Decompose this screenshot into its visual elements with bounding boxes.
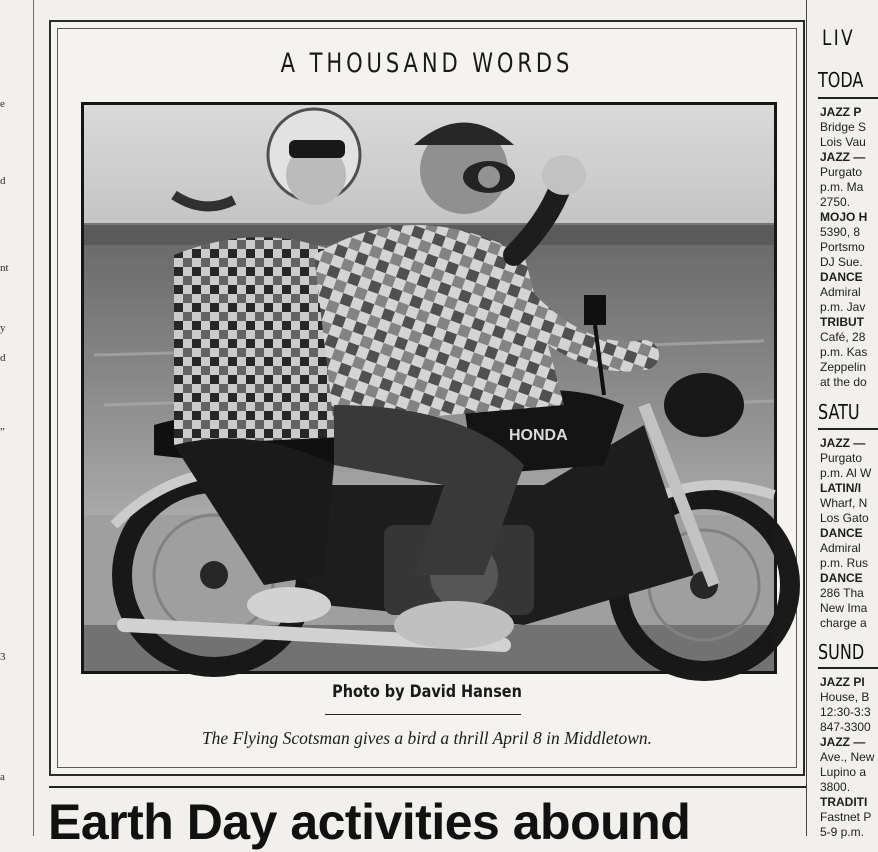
listing-line: Bridge S: [820, 120, 867, 134]
left-column-fragment: e: [0, 98, 5, 110]
listing-line: 5-9 p.m.: [820, 825, 865, 839]
listing-line: p.m. Al W: [820, 466, 872, 480]
listing-line: Los Gato: [820, 511, 869, 525]
listing-line: New Ima: [820, 601, 868, 615]
photo-caption: The Flying Scotsman gives a bird a thrill April 8 in Middletown.: [201, 728, 653, 748]
day-divider: [818, 97, 878, 99]
listing-line: Fastnet P: [820, 810, 872, 824]
listing-line: p.m. Jav: [820, 300, 866, 314]
listing-line: 847-3300: [820, 720, 871, 734]
listing-line: DANCE: [820, 270, 863, 284]
listing-line: DANCE: [820, 526, 863, 540]
feature-photo: [81, 102, 777, 674]
credit-divider: [325, 714, 521, 715]
motorcycle-photo-illustration: [84, 105, 774, 671]
listing-line: Lois Vau: [820, 135, 866, 149]
column-divider: [33, 0, 34, 836]
feature-box: [49, 20, 805, 776]
listing-line: MOJO H: [820, 210, 868, 224]
left-column-fragment: d: [0, 175, 6, 187]
listing-line: House, B: [820, 690, 870, 704]
photo-credit: Photo by David Hansen: [332, 682, 522, 702]
listing-line: Lupino a: [820, 765, 867, 779]
listing-line: 5390, 8: [820, 225, 861, 239]
listing-line: p.m. Ma: [820, 180, 864, 194]
left-column-fragment: ”: [0, 426, 5, 438]
left-column-fragment: nt: [0, 262, 9, 274]
story-headline: Earth Day activities abound: [48, 794, 691, 850]
listing-line: JAZZ —: [820, 735, 866, 749]
listing-line: JAZZ P: [820, 105, 862, 119]
day-heading-today: TODA: [818, 68, 864, 92]
listing-line: Café, 28: [820, 330, 866, 344]
listing-line: p.m. Kas: [820, 345, 868, 359]
listing-line: JAZZ —: [820, 436, 866, 450]
listing-line: at the do: [820, 375, 867, 389]
listing-line: 12:30-3:3: [820, 705, 871, 719]
listing-line: LATIN/I: [820, 481, 862, 495]
left-column-fragment: d: [0, 352, 6, 364]
column-divider: [806, 0, 807, 836]
day-heading-saturday: SATU: [818, 400, 860, 424]
listing-line: DJ Sue.: [820, 255, 863, 269]
tank-lettering: HONDA: [509, 427, 568, 444]
listing-line: 286 Tha: [820, 586, 864, 600]
listing-line: Purgato: [820, 165, 863, 179]
listing-line: TRADITI: [820, 795, 868, 809]
listing-line: Portsmo: [820, 240, 865, 254]
left-column-fragment: y: [0, 322, 6, 334]
left-column-fragment: a: [0, 771, 5, 783]
listing-line: 3800.: [820, 780, 851, 794]
feature-title: A THOUSAND WORDS: [280, 48, 574, 79]
listing-line: Admiral: [820, 285, 861, 299]
day-divider: [818, 428, 878, 430]
events-listings-column: [812, 0, 875, 839]
day-heading-sunday: SUND: [818, 640, 865, 664]
listing-line: p.m. Rus: [820, 556, 869, 570]
day-divider: [818, 667, 878, 669]
listing-line: Zeppelin: [820, 360, 867, 374]
left-column-fragment: 3: [0, 651, 6, 663]
headline-divider: [49, 786, 806, 788]
listing-line: JAZZ —: [820, 150, 866, 164]
listing-line: Ave., New: [820, 750, 875, 764]
listing-line: DANCE: [820, 571, 863, 585]
listing-line: Wharf, N: [820, 496, 868, 510]
listing-line: 2750.: [820, 195, 851, 209]
listings-header: LIV: [822, 26, 856, 50]
listing-line: charge a: [820, 616, 867, 630]
listing-line: Purgato: [820, 451, 863, 465]
listing-line: TRIBUT: [820, 315, 864, 329]
listing-line: Admiral: [820, 541, 861, 555]
left-column: [0, 0, 30, 836]
listing-line: JAZZ PI: [820, 675, 865, 689]
